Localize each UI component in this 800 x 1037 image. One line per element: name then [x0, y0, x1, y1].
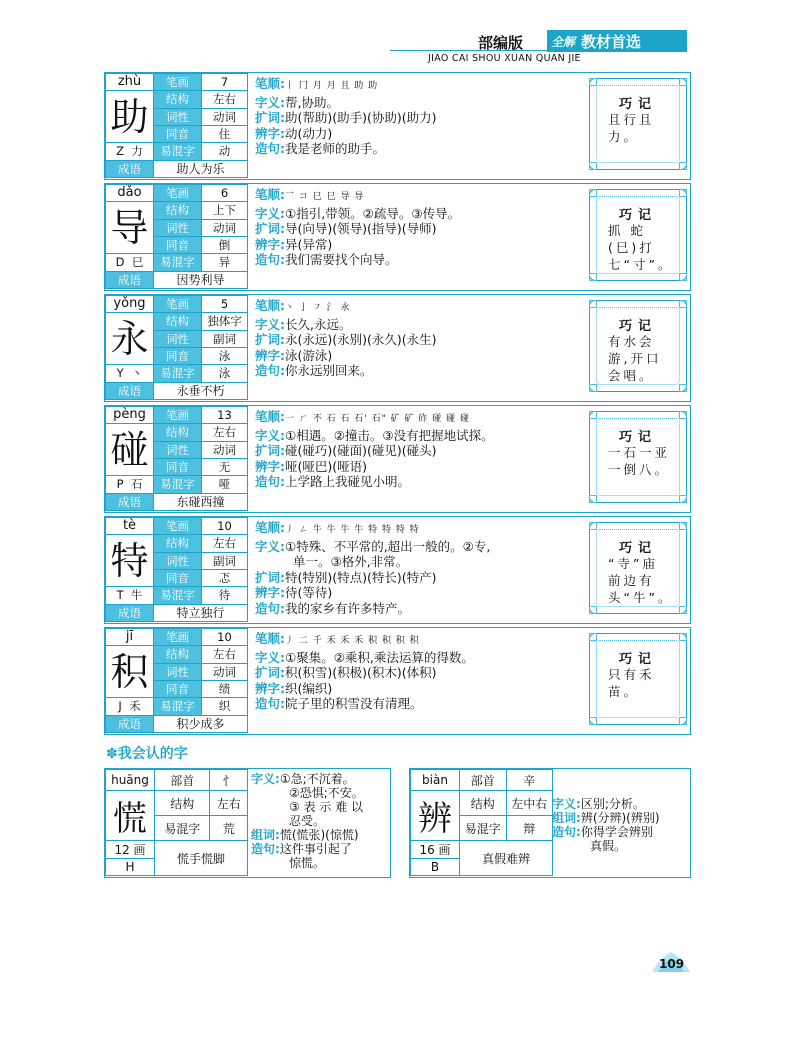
tip-title: 巧记	[618, 430, 657, 445]
structure-label: 结构	[154, 202, 202, 219]
radical-char: 牛	[130, 588, 143, 603]
index-letter: B	[411, 859, 460, 876]
brand-text: 教材首选	[581, 32, 642, 51]
expand-key: 扩词:	[255, 569, 285, 585]
big-character: 导	[106, 202, 154, 254]
meaning-1: ①急;不沉着。	[279, 772, 355, 786]
corner-ornament	[589, 273, 597, 281]
corner-ornament	[679, 522, 687, 530]
structure-value: 左右	[202, 646, 248, 663]
sentence-text: 我是老师的助手。	[285, 141, 386, 156]
radical-cell	[106, 476, 154, 493]
structure-value: 左中右	[506, 791, 553, 816]
tip-text: 一石一亚一倒八。	[608, 445, 671, 477]
order-key: 笔顺:	[255, 631, 285, 646]
tip-text: “寺”庙前边有头“牛”。	[608, 556, 674, 605]
big-character: 助	[106, 91, 154, 143]
structure-value: 左右	[202, 91, 248, 108]
meaning-4: 忍受。	[289, 814, 326, 828]
page-number-badge	[650, 950, 692, 976]
strokes-value: 10	[202, 518, 248, 535]
stroke-order: 丿 二 千 禾 禾 禾 积 积 积 积	[285, 636, 420, 646]
char-info-table	[105, 73, 248, 178]
stroke-order: 丶 亅 ㇇ 氵 永	[285, 303, 351, 313]
radical-char: 巳	[131, 255, 144, 270]
confusable-label: 易混字	[154, 587, 202, 604]
tip-title: 巧记	[618, 652, 657, 667]
expand-text: 导(向导)(领导)(指导)(导师)	[285, 221, 437, 236]
confusable-label: 易混字	[154, 254, 202, 271]
char-card-0	[104, 72, 691, 180]
pos-value: 动词	[202, 663, 248, 680]
order-key: 笔顺:	[255, 76, 285, 91]
sentence-key: 造句:	[255, 696, 285, 711]
char-pinyin: huāng	[106, 770, 155, 791]
char-pinyin: yǒng	[106, 296, 154, 313]
radical-cell	[106, 143, 154, 160]
pos-label: 词性	[154, 330, 202, 347]
sentence-key: 造句:	[552, 825, 581, 839]
meaning-key: 字义:	[255, 538, 285, 554]
radical-letter: Y	[116, 366, 124, 381]
idiom-label: 成语	[106, 493, 154, 510]
char-pinyin: jī	[106, 629, 154, 646]
expand-key: 扩词:	[255, 443, 285, 458]
meaning-text: ①指引,带领。②疏导。③传导。	[285, 205, 461, 221]
homophone-value: 倒	[202, 236, 248, 253]
confusable-value: 荒	[210, 816, 248, 841]
char-pinyin: biàn	[411, 770, 460, 791]
sentence-text: 上学路上我碰见小明。	[285, 474, 411, 489]
strokes-value: 7	[202, 74, 248, 91]
big-character: 永	[106, 313, 154, 365]
sentence-key: 造句:	[255, 252, 285, 267]
stroke-order: 丿 ㄥ 牛 牛 牛 牛 特 特 特 特	[285, 525, 420, 535]
idiom-value: 东碰西撞	[154, 493, 248, 510]
distinguish-key: 辨字:	[255, 347, 285, 363]
expand-text: 永(永远)(永别)(永久)(永生)	[285, 332, 437, 347]
expand-text: 助(帮助)(助手)(协助)(助力)	[285, 110, 437, 125]
corner-ornament	[589, 495, 597, 503]
tip-title: 巧记	[618, 541, 657, 556]
big-character: 慌	[106, 791, 155, 841]
corner-ornament	[589, 384, 597, 392]
tip-title: 巧记	[618, 208, 657, 223]
words-key: 组词:	[552, 811, 581, 825]
strokes-value: 6	[202, 185, 248, 202]
char-details	[255, 76, 585, 157]
corner-ornament	[679, 384, 687, 392]
tip-text: 抓 蛇 (巳)打 七“寸”。	[608, 223, 674, 272]
char-details	[255, 298, 585, 379]
confusable-value: 异	[202, 254, 248, 271]
meaning-key: 字义:	[255, 94, 285, 110]
radical-letter: D	[115, 255, 125, 270]
sentence-text: 我的家乡有许多特产。	[285, 600, 411, 616]
big-character: 辨	[411, 791, 460, 841]
meaning-text: ①相遇。②撞击。③没有把握地试探。	[285, 427, 494, 443]
corner-ornament	[679, 606, 687, 614]
structure-label: 结构	[155, 791, 210, 816]
sentence-2: 惊慌。	[289, 856, 326, 870]
radical-label: 部首	[460, 770, 507, 791]
homophone-value: 泳	[202, 347, 248, 364]
expand-key: 扩词:	[255, 665, 285, 680]
idiom-value: 助人为乐	[154, 160, 248, 177]
index-letter: H	[106, 859, 155, 876]
char-info-table	[105, 517, 248, 622]
strokes-value: 5	[202, 296, 248, 313]
sentence-key: 造句:	[255, 363, 285, 378]
char-info-table	[105, 295, 248, 400]
page-header	[390, 30, 695, 64]
words: 慌(慌张)(惊慌)	[279, 828, 359, 842]
meaning-key: 字义:	[251, 772, 280, 786]
strokes-label: 笔画	[154, 407, 202, 424]
tip-text: 且行且力。	[608, 112, 655, 144]
distinguish-key: 辨字:	[255, 236, 285, 252]
confusable-value: 织	[202, 698, 248, 715]
memory-tip-box	[589, 78, 687, 170]
corner-ornament	[679, 162, 687, 170]
pos-value: 副词	[202, 330, 248, 347]
pos-label: 词性	[154, 552, 202, 569]
char-details	[255, 520, 585, 616]
confusable-value: 哑	[202, 476, 248, 493]
structure-value: 左右	[210, 791, 248, 816]
char-details	[255, 409, 585, 490]
structure-value: 上下	[202, 202, 248, 219]
distinguish-text: 待(等待)	[285, 585, 333, 600]
memory-tip-box	[589, 411, 687, 503]
sentence-key: 造句:	[255, 141, 285, 156]
radical-char: 石	[130, 477, 143, 492]
idiom-label: 成语	[106, 271, 154, 288]
radical-char: 丶	[130, 366, 143, 381]
homophone-label: 同音	[154, 236, 202, 253]
char-info-table	[105, 406, 248, 511]
corner-ornament	[679, 411, 687, 419]
confusable-label: 易混字	[154, 143, 202, 160]
confusable-label: 易混字	[154, 365, 202, 382]
radical-cell	[106, 254, 154, 271]
recognize-detail	[552, 797, 690, 853]
structure-value: 独体字	[202, 313, 248, 330]
tip-title: 巧记	[618, 97, 657, 112]
idiom: 真假难辨	[460, 841, 553, 876]
words-key: 组词:	[251, 828, 280, 842]
corner-ornament	[679, 273, 687, 281]
homophone-label: 同音	[154, 569, 202, 586]
stroke-count: 16 画	[411, 841, 460, 859]
radical-letter: J	[118, 699, 122, 714]
corner-ornament	[589, 717, 597, 725]
strokes-value: 13	[202, 407, 248, 424]
char-info-table	[105, 628, 248, 733]
pos-label: 词性	[154, 219, 202, 236]
idiom-value: 特立独行	[154, 604, 248, 621]
strokes-label: 笔画	[154, 629, 202, 646]
radical-cell	[106, 698, 154, 715]
page-number: 109	[659, 957, 685, 971]
order-key: 笔顺:	[255, 187, 285, 202]
idiom-label: 成语	[106, 715, 154, 732]
memory-tip-box	[589, 522, 687, 614]
homophone-value: 忑	[202, 569, 248, 586]
pos-label: 词性	[154, 441, 202, 458]
brand-logo: 全解	[551, 34, 576, 49]
corner-ornament	[589, 606, 597, 614]
pos-value: 动词	[202, 441, 248, 458]
char-pinyin: zhù	[106, 74, 154, 91]
corner-ornament	[589, 162, 597, 170]
idiom-label: 成语	[106, 604, 154, 621]
expand-text: 碰(碰巧)(碰面)(碰见)(碰头)	[285, 443, 437, 458]
sentence-text: 院子里的积雪没有清理。	[285, 696, 423, 711]
structure-label: 结构	[154, 535, 202, 552]
radical-value: 忄	[210, 770, 248, 791]
confusable-label: 易混字	[154, 476, 202, 493]
sentence-key: 造句:	[251, 842, 280, 856]
memory-tip-box	[589, 633, 687, 725]
corner-ornament	[589, 78, 597, 86]
char-pinyin: pèng	[106, 407, 154, 424]
distinguish-text: 哑(哑巴)(哑语)	[285, 458, 368, 474]
homophone-label: 同音	[154, 125, 202, 142]
stroke-count: 12 画	[106, 841, 155, 859]
idiom-label: 成语	[106, 382, 154, 399]
corner-ornament	[679, 189, 687, 197]
distinguish-key: 辨字:	[255, 680, 285, 696]
expand-key: 扩词:	[255, 221, 285, 236]
confusable-value: 待	[202, 587, 248, 604]
words: 辨(分辨)(辨别)	[580, 811, 660, 825]
meaning-key: 字义:	[255, 316, 285, 332]
corner-ornament	[589, 411, 597, 419]
distinguish-text: 动(动力)	[285, 125, 333, 141]
corner-ornament	[679, 78, 687, 86]
distinguish-key: 辨字:	[255, 585, 285, 600]
distinguish-key: 辨字:	[255, 458, 285, 474]
radical-value: 辛	[506, 770, 553, 791]
homophone-value: 住	[202, 125, 248, 142]
memory-tip-box	[589, 189, 687, 281]
strokes-value: 10	[202, 629, 248, 646]
strokes-label: 笔画	[154, 518, 202, 535]
radical-letter: T	[116, 588, 124, 603]
header-pinyin: JIAO CAI SHOU XUAN QUAN JIE	[428, 53, 581, 64]
tip-title: 巧记	[618, 319, 657, 334]
corner-ornament	[589, 633, 597, 641]
radical-letter: Z	[116, 144, 125, 159]
idiom-label: 成语	[106, 160, 154, 177]
stroke-order: 丨 冂 月 月 且 助 助	[285, 81, 379, 91]
idiom-value: 积少成多	[154, 715, 248, 732]
corner-ornament	[589, 522, 597, 530]
meaning-text-cont: 单一。③格外,非常。	[293, 554, 409, 569]
strokes-label: 笔画	[154, 296, 202, 313]
char-details	[255, 187, 585, 268]
homophone-value: 绩	[202, 680, 248, 697]
confusable-label: 易混字	[155, 816, 210, 841]
homophone-value: 无	[202, 458, 248, 475]
order-key: 笔顺:	[255, 409, 285, 424]
sentence-text: 我们需要找个向导。	[285, 252, 398, 267]
structure-label: 结构	[154, 646, 202, 663]
meaning-2: ②恐惧;不安。	[289, 786, 364, 800]
recognize-detail	[251, 772, 391, 870]
corner-ornament	[589, 300, 597, 308]
meaning-key: 字义:	[552, 797, 581, 811]
structure-value: 左右	[202, 535, 248, 552]
structure-value: 左右	[202, 424, 248, 441]
meaning-text: ①特殊、不平常的,超出一般的。②专,	[285, 538, 491, 554]
big-character: 碰	[106, 424, 154, 476]
confusable-value: 辩	[506, 816, 553, 841]
meaning-text: 帮,协助。	[285, 94, 339, 110]
idiom-value: 永垂不朽	[154, 382, 248, 399]
expand-text: 积(积雪)(积极)(积木)(体积)	[285, 665, 437, 680]
radical-char: 力	[131, 144, 143, 159]
meaning-1: 区别;分析。	[580, 797, 645, 811]
sentence-text: 你永远别回来。	[285, 363, 373, 378]
meaning-3: ③ 表 示 难 以	[289, 800, 364, 814]
big-character: 特	[106, 535, 154, 587]
meaning-key: 字义:	[255, 205, 285, 221]
corner-ornament	[679, 300, 687, 308]
distinguish-text: 织(编织)	[285, 680, 333, 696]
sentence-2: 真假。	[590, 839, 627, 853]
tip-text: 有水会游,开口会唱。	[608, 334, 662, 383]
radical-char: 禾	[129, 699, 141, 714]
corner-ornament	[679, 633, 687, 641]
radical-cell	[106, 365, 154, 382]
idiom: 慌手慌脚	[155, 841, 248, 876]
brand-banner	[547, 30, 687, 52]
char-details	[255, 631, 585, 712]
structure-label: 结构	[154, 313, 202, 330]
char-card-5	[104, 627, 691, 735]
homophone-label: 同音	[154, 680, 202, 697]
header-rule	[390, 50, 550, 51]
confusable-value: 泳	[202, 365, 248, 382]
pos-label: 词性	[154, 108, 202, 125]
stroke-order: 乛 コ 巳 巳 导 导	[285, 192, 365, 202]
distinguish-text: 异(异常)	[285, 236, 333, 252]
distinguish-key: 辨字:	[255, 125, 285, 141]
char-card-2	[104, 294, 691, 402]
strokes-label: 笔画	[154, 185, 202, 202]
meaning-text: 长久,永远。	[285, 316, 352, 332]
homophone-label: 同音	[154, 347, 202, 364]
sentence-key: 造句:	[255, 600, 285, 616]
confusable-label: 易混字	[460, 816, 507, 841]
sentence-1: 这件事引起了	[279, 842, 352, 856]
section-title: ✽我会认的字	[106, 746, 188, 762]
meaning-key: 字义:	[255, 649, 285, 665]
corner-ornament	[589, 189, 597, 197]
big-character: 积	[106, 646, 154, 698]
structure-label: 结构	[154, 91, 202, 108]
idiom-value: 因势利导	[154, 271, 248, 288]
sentence-1: 你得学会辨别	[580, 825, 653, 839]
meaning-text: ①聚集。②乘积,乘法运算的得数。	[285, 649, 474, 665]
structure-label: 结构	[460, 791, 507, 816]
order-key: 笔顺:	[255, 520, 285, 535]
char-card-1	[104, 183, 691, 291]
radical-label: 部首	[155, 770, 210, 791]
recognize-card-bian	[409, 768, 691, 878]
radical-letter: P	[116, 477, 124, 492]
pos-value: 动词	[202, 108, 248, 125]
homophone-label: 同音	[154, 458, 202, 475]
meaning-key: 字义:	[255, 427, 285, 443]
order-key: 笔顺:	[255, 298, 285, 313]
expand-key: 扩词:	[255, 332, 285, 347]
corner-ornament	[679, 717, 687, 725]
char-pinyin: dǎo	[106, 185, 154, 202]
memory-tip-box	[589, 300, 687, 392]
stroke-order: 一 ㄏ 不 石 石 石' 石" 矿 矿 砟 碰 碰 碰	[285, 414, 470, 424]
char-pinyin: tè	[106, 518, 154, 535]
radical-cell	[106, 587, 154, 604]
corner-ornament	[679, 495, 687, 503]
pos-value: 动词	[202, 219, 248, 236]
char-info-table	[105, 184, 248, 289]
distinguish-text: 泳(游泳)	[285, 347, 333, 363]
structure-label: 结构	[154, 424, 202, 441]
edition-label: 部编版	[478, 34, 524, 52]
tip-text: 只有禾苗。	[608, 667, 655, 699]
confusable-label: 易混字	[154, 698, 202, 715]
expand-text: 特(特别)(特点)(特长)(特产)	[285, 569, 437, 585]
expand-key: 扩词:	[255, 110, 285, 125]
confusable-value: 动	[202, 143, 248, 160]
pos-value: 副词	[202, 552, 248, 569]
pos-label: 词性	[154, 663, 202, 680]
recognize-card-huang	[104, 768, 391, 878]
char-card-3	[104, 405, 691, 513]
sentence-key: 造句:	[255, 474, 285, 489]
char-card-4	[104, 516, 691, 624]
strokes-label: 笔画	[154, 74, 202, 91]
